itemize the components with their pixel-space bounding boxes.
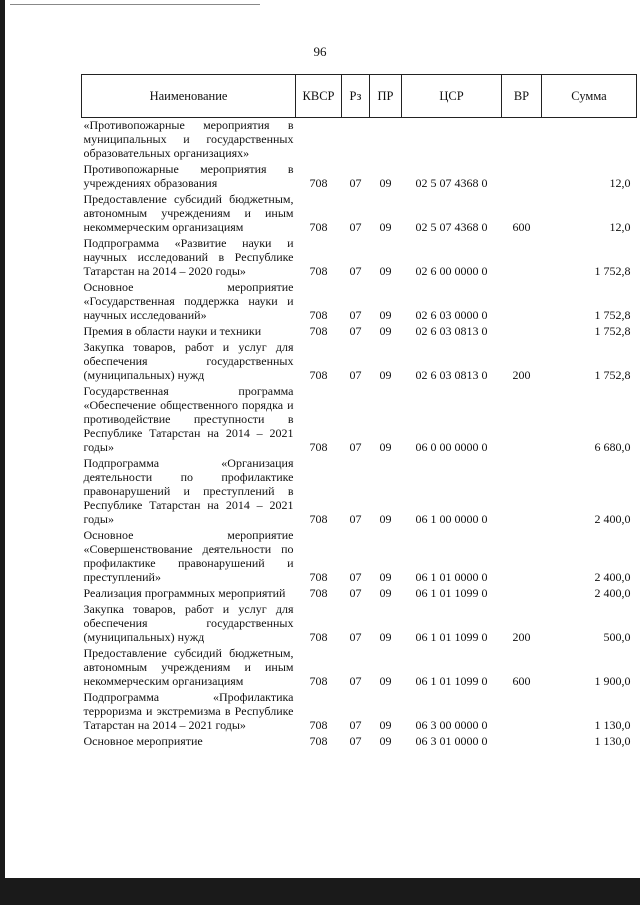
cell-csr: 06 1 01 1099 0 <box>415 630 488 644</box>
cell-pr: 09 <box>379 718 392 732</box>
cell-vr <box>502 734 542 750</box>
cell-pr: 09 <box>379 570 392 584</box>
cell-vr <box>502 690 542 734</box>
cell-rz: 07 <box>349 176 362 190</box>
cell-pr <box>370 118 402 163</box>
cell-pr: 09 <box>379 220 392 234</box>
table-row <box>82 340 637 384</box>
cell-name: Предоставление субсидий бюджетным, автономным учреждениям и иным некоммерческим организациям <box>83 646 294 688</box>
cell-sum: 1 900,0 <box>594 674 631 688</box>
cell-csr: 06 1 00 0000 0 <box>415 512 488 526</box>
cell-kvsr: 708 <box>309 368 328 382</box>
cell-sum: 1 752,8 <box>594 368 631 382</box>
cell-kvsr: 708 <box>309 586 328 600</box>
table-row <box>82 236 637 280</box>
cell-sum: 2 400,0 <box>594 570 631 584</box>
cell-name: Закупка товаров, работ и услуг для обеспечения государственных (муниципальных) нужд <box>83 602 294 644</box>
cell-csr: 06 1 01 1099 0 <box>415 586 488 600</box>
table-row <box>82 192 637 236</box>
header-vr: ВР <box>502 75 542 118</box>
cell-kvsr: 708 <box>309 220 328 234</box>
cell-name: Основное мероприятие «Совершенствование деятельности по профилактике правонарушений и преступлений» <box>83 528 294 584</box>
cell-vr <box>502 162 542 192</box>
header-csr: ЦСР <box>402 75 502 118</box>
table-body <box>82 118 637 751</box>
table-row <box>82 734 637 750</box>
cell-rz: 07 <box>349 264 362 278</box>
cell-sum: 1 752,8 <box>594 324 631 338</box>
header-name: Наименование <box>82 75 296 118</box>
cell-rz: 07 <box>349 308 362 322</box>
cell-kvsr: 708 <box>309 440 328 454</box>
cell-kvsr: 708 <box>309 734 328 748</box>
cell-pr: 09 <box>379 734 392 748</box>
cell-pr: 09 <box>379 264 392 278</box>
cell-vr: 200 <box>512 368 531 382</box>
cell-pr: 09 <box>379 368 392 382</box>
cell-csr: 06 3 00 0000 0 <box>415 718 488 732</box>
scan-edge-left <box>0 0 5 905</box>
table-row <box>82 162 637 192</box>
cell-rz: 07 <box>349 586 362 600</box>
cell-sum: 12,0 <box>609 220 631 234</box>
cell-rz: 07 <box>349 368 362 382</box>
cell-csr: 02 5 07 4368 0 <box>415 220 488 234</box>
cell-vr <box>502 236 542 280</box>
table-row <box>82 456 637 528</box>
cell-kvsr: 708 <box>309 308 328 322</box>
cell-name: «Противопожарные мероприятия в муниципальных и государственных образовательных организациях» <box>83 118 294 160</box>
cell-kvsr: 708 <box>309 324 328 338</box>
cell-pr: 09 <box>379 512 392 526</box>
table-row <box>82 384 637 456</box>
cell-name: Государственная программа «Обеспечение общественного порядка и противодействие преступности в Республике Татарстан на 2014 – 2021 годы» <box>83 384 294 454</box>
cell-kvsr <box>296 118 342 163</box>
cell-name: Премия в области науки и техники <box>83 324 262 338</box>
cell-rz: 07 <box>349 512 362 526</box>
cell-csr: 06 0 00 0000 0 <box>415 440 488 454</box>
cell-name: Закупка товаров, работ и услуг для обеспечения государственных (муниципальных) нужд <box>83 340 294 382</box>
table-row <box>82 280 637 324</box>
cell-sum: 6 680,0 <box>594 440 631 454</box>
cell-name: Подпрограмма «Организация деятельности по профилактике правонарушений и преступлений в Республике Татарстан на 2014 – 2021 годы» <box>83 456 294 526</box>
cell-kvsr: 708 <box>309 570 328 584</box>
cell-rz: 07 <box>349 324 362 338</box>
header-rz: Рз <box>342 75 370 118</box>
cell-csr <box>402 118 502 163</box>
cell-rz: 07 <box>349 734 362 748</box>
cell-csr: 06 1 01 0000 0 <box>415 570 488 584</box>
table-row <box>82 602 637 646</box>
cell-rz: 07 <box>349 630 362 644</box>
cell-kvsr: 708 <box>309 718 328 732</box>
header-sum: Сумма <box>542 75 637 118</box>
cell-sum: 1 752,8 <box>594 264 631 278</box>
cell-name: Реализация программных мероприятий <box>83 586 286 600</box>
cell-sum: 1 130,0 <box>594 718 631 732</box>
cell-name: Основное мероприятие <box>83 734 203 748</box>
table-row <box>82 118 637 163</box>
cell-name: Подпрограмма «Развитие науки и научных исследований в Республике Татарстан на 2014 – 2020 годы» <box>83 236 294 278</box>
cell-kvsr: 708 <box>309 176 328 190</box>
table-row <box>82 528 637 586</box>
cell-vr <box>502 528 542 586</box>
cell-pr: 09 <box>379 324 392 338</box>
cell-rz: 07 <box>349 220 362 234</box>
cell-vr <box>502 586 542 602</box>
cell-vr <box>502 280 542 324</box>
table-row <box>82 586 637 602</box>
cell-vr <box>502 118 542 163</box>
cell-kvsr: 708 <box>309 630 328 644</box>
cell-vr <box>502 324 542 340</box>
cell-csr: 02 6 03 0813 0 <box>415 324 488 338</box>
cell-name: Подпрограмма «Профилактика терроризма и экстремизма в Республике Татарстан на 2014 – 2021 годы» <box>83 690 294 732</box>
cell-rz <box>342 118 370 163</box>
cell-pr: 09 <box>379 440 392 454</box>
table-row <box>82 690 637 734</box>
cell-sum: 1 752,8 <box>594 308 631 322</box>
cell-csr: 02 6 00 0000 0 <box>415 264 488 278</box>
cell-kvsr: 708 <box>309 264 328 278</box>
cell-sum <box>542 118 637 163</box>
scan-mark <box>10 4 260 5</box>
cell-sum: 2 400,0 <box>594 586 631 600</box>
cell-pr: 09 <box>379 586 392 600</box>
cell-kvsr: 708 <box>309 512 328 526</box>
cell-vr: 600 <box>512 220 531 234</box>
cell-vr <box>502 384 542 456</box>
cell-name: Противопожарные мероприятия в учреждениях образования <box>83 162 294 190</box>
cell-csr: 06 3 01 0000 0 <box>415 734 488 748</box>
cell-rz: 07 <box>349 718 362 732</box>
cell-csr: 02 6 03 0000 0 <box>415 308 488 322</box>
table-row <box>82 646 637 690</box>
cell-pr: 09 <box>379 308 392 322</box>
cell-kvsr: 708 <box>309 674 328 688</box>
cell-sum: 12,0 <box>609 176 631 190</box>
cell-rz: 07 <box>349 440 362 454</box>
cell-rz: 07 <box>349 570 362 584</box>
cell-csr: 02 6 03 0813 0 <box>415 368 488 382</box>
cell-name: Основное мероприятие «Государственная поддержка науки и научных исследований» <box>83 280 294 322</box>
budget-table <box>81 74 637 750</box>
cell-sum: 2 400,0 <box>594 512 631 526</box>
cell-csr: 02 5 07 4368 0 <box>415 176 488 190</box>
cell-vr <box>502 456 542 528</box>
cell-rz: 07 <box>349 674 362 688</box>
table-header-row <box>82 75 637 118</box>
cell-sum: 500,0 <box>603 630 631 644</box>
cell-pr: 09 <box>379 630 392 644</box>
page-number: 96 <box>313 44 327 59</box>
cell-sum: 1 130,0 <box>594 734 631 748</box>
cell-pr: 09 <box>379 176 392 190</box>
header-pr: ПР <box>370 75 402 118</box>
cell-name: Предоставление субсидий бюджетным, автономным учреждениям и иным некоммерческим организациям <box>83 192 294 234</box>
table-row <box>82 324 637 340</box>
cell-vr: 200 <box>512 630 531 644</box>
cell-csr: 06 1 01 1099 0 <box>415 674 488 688</box>
cell-vr: 600 <box>512 674 531 688</box>
header-kvsr: КВСР <box>296 75 342 118</box>
cell-pr: 09 <box>379 674 392 688</box>
scan-edge-bottom <box>0 878 640 905</box>
